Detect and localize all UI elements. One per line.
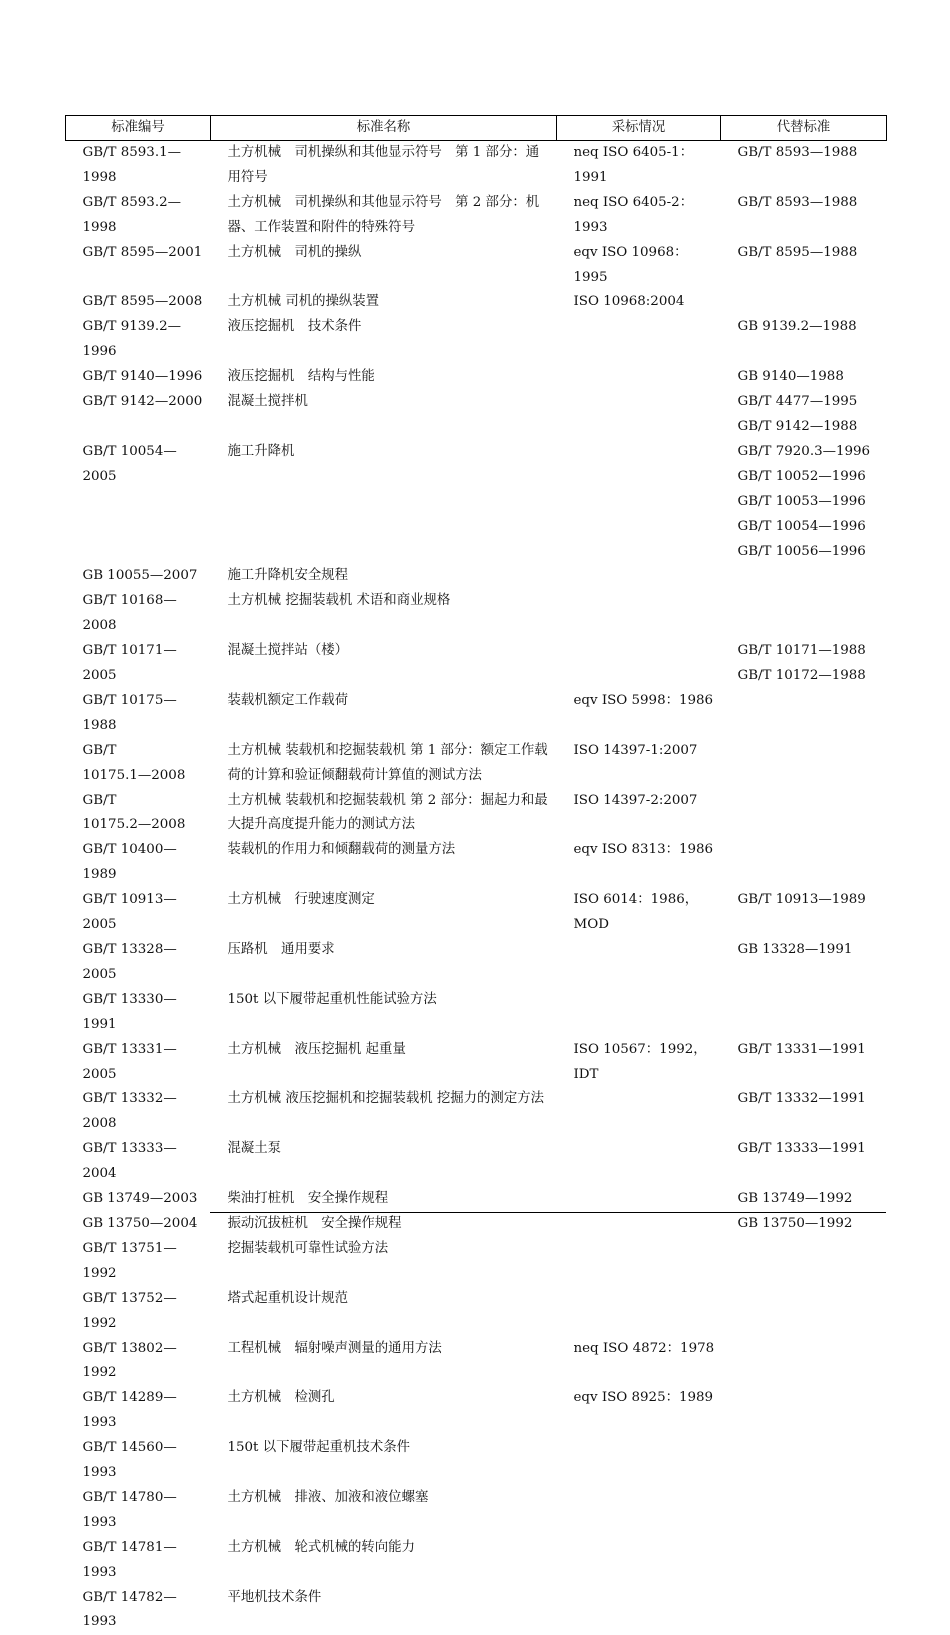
table-row — [66, 739, 887, 789]
replaced-standard-code: GB/T 10053—1996 — [738, 490, 887, 515]
replaced-standard-code: GB/T 13332—1991 — [738, 1087, 887, 1112]
table-row — [66, 141, 887, 191]
header-adoption: 采标情况 — [557, 116, 721, 141]
adoption-status — [557, 1436, 721, 1486]
table-row — [66, 589, 887, 639]
standard-code: GB/T 14560—1993 — [66, 1436, 211, 1486]
standard-code-prefix: GB/T — [83, 789, 211, 814]
replaced-standard-code: GB/T 10056—1996 — [738, 540, 887, 565]
table-row — [66, 988, 887, 1038]
adoption-status: eqv ISO 8925：1989 — [557, 1386, 721, 1436]
replaced-standards — [721, 689, 887, 739]
replaced-standards — [721, 888, 887, 938]
replaced-standards — [721, 1038, 887, 1088]
table-row — [66, 1038, 887, 1088]
table-row — [66, 1237, 887, 1287]
replaced-standards — [721, 1137, 887, 1187]
standard-name: 土方机械 装载机和挖掘装载机 第 2 部分：掘起力和最大提升高度提升能力的测试方法 — [211, 789, 557, 839]
replaced-standards — [721, 789, 887, 839]
adoption-status — [557, 1536, 721, 1586]
replaced-standard-code: GB 9139.2—1988 — [738, 315, 887, 340]
standard-name: 混凝土搅拌站（楼） — [211, 639, 557, 689]
replaced-standards — [721, 1586, 887, 1635]
replaced-standard-code: GB/T 13331—1991 — [738, 1038, 887, 1063]
adoption-status: eqv ISO 8313：1986 — [557, 838, 721, 888]
standard-code: GB/T 14781—1993 — [66, 1536, 211, 1586]
replaced-standards — [721, 365, 887, 390]
replaced-standard-code: GB 9140—1988 — [738, 365, 887, 390]
replaced-standards — [721, 390, 887, 440]
standard-name: 150t 以下履带起重机性能试验方法 — [211, 988, 557, 1038]
table-row — [66, 1436, 887, 1486]
replaced-standards — [721, 1287, 887, 1337]
replaced-standard-code: GB/T 9142—1988 — [738, 415, 887, 440]
replaced-standards — [721, 1087, 887, 1137]
standard-code: GB/T 10175—1988 — [66, 689, 211, 739]
standard-name: 土方机械 挖掘装载机 术语和商业规格 — [211, 589, 557, 639]
adoption-status — [557, 639, 721, 689]
replaced-standards — [721, 564, 887, 589]
standard-name: 混凝土搅拌机 — [211, 390, 557, 440]
standard-code: GB/T 10400—1989 — [66, 838, 211, 888]
table-bottom-rule — [210, 1212, 886, 1213]
standard-name: 平地机技术条件 — [211, 1586, 557, 1635]
standard-code: GB/T 13330—1991 — [66, 988, 211, 1038]
table-row — [66, 290, 887, 315]
replaced-standards — [721, 1536, 887, 1586]
table-row — [66, 639, 887, 689]
adoption-status: eqv ISO 10968：1995 — [557, 241, 721, 291]
adoption-status — [557, 1137, 721, 1187]
adoption-status — [557, 315, 721, 365]
standard-name: 150t 以下履带起重机技术条件 — [211, 1436, 557, 1486]
standard-code: GB/T 8593.1—1998 — [66, 141, 211, 191]
standard-code-number: 10175.2—2008 — [83, 813, 211, 838]
standard-code: GB 13750—2004 — [66, 1212, 211, 1237]
replaced-standards — [721, 1212, 887, 1237]
standard-code: GB/T 13328—2005 — [66, 938, 211, 988]
standard-code: GB/T 13802—1992 — [66, 1337, 211, 1387]
standard-code: GB/T 14782—1993 — [66, 1586, 211, 1635]
standard-code: GB/T 14780—1993 — [66, 1486, 211, 1536]
standard-code: GB/T 8595—2008 — [66, 290, 211, 315]
adoption-status: neq ISO 4872：1978 — [557, 1337, 721, 1387]
standard-code: GB/T 9142—2000 — [66, 390, 211, 440]
table-row — [66, 888, 887, 938]
adoption-status — [557, 988, 721, 1038]
standard-name: 压路机 通用要求 — [211, 938, 557, 988]
adoption-status: eqv ISO 5998：1986 — [557, 689, 721, 739]
table-row — [66, 315, 887, 365]
standard-name: 混凝土泵 — [211, 1137, 557, 1187]
standard-name: 土方机械 司机操纵和其他显示符号 第 2 部分：机器、工作装置和附件的特殊符号 — [211, 191, 557, 241]
standard-code: GB 13749—2003 — [66, 1187, 211, 1212]
standard-code: GB/T 13751—1992 — [66, 1237, 211, 1287]
adoption-status — [557, 1212, 721, 1237]
adoption-status: ISO 14397-2:2007 — [557, 789, 721, 839]
replaced-standards — [721, 589, 887, 639]
adoption-status — [557, 440, 721, 565]
standard-name: 振动沉拔桩机 安全操作规程 — [211, 1212, 557, 1237]
table-row — [66, 1486, 887, 1536]
adoption-status: ISO 10567：1992，IDT — [557, 1038, 721, 1088]
adoption-status — [557, 564, 721, 589]
table-row — [66, 1137, 887, 1187]
table-row — [66, 838, 887, 888]
replaced-standard-code: GB/T 10054—1996 — [738, 515, 887, 540]
adoption-status — [557, 1287, 721, 1337]
replaced-standards — [721, 290, 887, 315]
standard-name: 土方机械 行驶速度测定 — [211, 888, 557, 938]
standard-code: GB/T 14289—1993 — [66, 1386, 211, 1436]
table-row — [66, 1386, 887, 1436]
replaced-standard-code: GB 13750—1992 — [738, 1212, 887, 1237]
table-row — [66, 191, 887, 241]
adoption-status: ISO 14397-1:2007 — [557, 739, 721, 789]
adoption-status — [557, 1586, 721, 1635]
replaced-standards — [721, 1187, 887, 1212]
replaced-standard-code: GB/T 10913—1989 — [738, 888, 887, 913]
replaced-standards — [721, 739, 887, 789]
table-row — [66, 1586, 887, 1635]
replaced-standard-code: GB 13328—1991 — [738, 938, 887, 963]
replaced-standards — [721, 191, 887, 241]
standard-code-number: 10175.1—2008 — [83, 764, 211, 789]
header-name: 标准名称 — [211, 116, 557, 141]
standard-code — [66, 739, 211, 789]
replaced-standard-code: GB/T 7920.3—1996 — [738, 440, 887, 465]
standard-name: 工程机械 辐射噪声测量的通用方法 — [211, 1337, 557, 1387]
standard-name: 土方机械 液压挖掘机和挖掘装载机 挖掘力的测定方法 — [211, 1087, 557, 1137]
adoption-status: neq ISO 6405-2：1993 — [557, 191, 721, 241]
table-row — [66, 390, 887, 440]
replaced-standards — [721, 1436, 887, 1486]
standard-code-prefix: GB/T — [83, 739, 211, 764]
replaced-standards — [721, 1237, 887, 1287]
standard-name: 土方机械 轮式机械的转向能力 — [211, 1536, 557, 1586]
standards-table — [65, 115, 887, 1635]
standard-name: 施工升降机 — [211, 440, 557, 565]
standard-name: 装载机额定工作载荷 — [211, 689, 557, 739]
adoption-status — [557, 1087, 721, 1137]
adoption-status — [557, 365, 721, 390]
standard-name: 液压挖掘机 结构与性能 — [211, 365, 557, 390]
replaced-standard-code: GB/T 10171—1988 — [738, 639, 887, 664]
replaced-standard-code: GB/T 13333—1991 — [738, 1137, 887, 1162]
standard-name: 土方机械 司机的操纵装置 — [211, 290, 557, 315]
replaced-standard-code: GB/T 10052—1996 — [738, 465, 887, 490]
standard-name: 施工升降机安全规程 — [211, 564, 557, 589]
standard-code: GB/T 9140—1996 — [66, 365, 211, 390]
replaced-standard-code: GB 13749—1992 — [738, 1187, 887, 1212]
replaced-standard-code: GB/T 8593—1988 — [738, 141, 887, 166]
table-row — [66, 789, 887, 839]
standard-name: 液压挖掘机 技术条件 — [211, 315, 557, 365]
table-body — [66, 141, 887, 1635]
table-row — [66, 1287, 887, 1337]
replaced-standard-code: GB/T 8593—1988 — [738, 191, 887, 216]
standard-name: 装载机的作用力和倾翻载荷的测量方法 — [211, 838, 557, 888]
adoption-status — [557, 938, 721, 988]
standard-code: GB/T 13332—2008 — [66, 1087, 211, 1137]
standard-code: GB/T 8593.2—1998 — [66, 191, 211, 241]
table-row — [66, 1212, 887, 1237]
standard-name: 塔式起重机设计规范 — [211, 1287, 557, 1337]
standard-code: GB/T 9139.2—1996 — [66, 315, 211, 365]
table-row — [66, 564, 887, 589]
adoption-status: ISO 6014：1986，MOD — [557, 888, 721, 938]
replaced-standard-code: GB/T 8595—1988 — [738, 241, 887, 266]
table-row — [66, 689, 887, 739]
standard-name: 土方机械 司机操纵和其他显示符号 第 1 部分：通用符号 — [211, 141, 557, 191]
standard-name: 土方机械 液压挖掘机 起重量 — [211, 1038, 557, 1088]
table-row — [66, 365, 887, 390]
standard-code: GB 10055—2007 — [66, 564, 211, 589]
replaced-standard-code: GB/T 4477—1995 — [738, 390, 887, 415]
replaced-standards — [721, 838, 887, 888]
standard-name: 土方机械 装载机和挖掘装载机 第 1 部分：额定工作载荷的计算和验证倾翻载荷计算值的测试方法 — [211, 739, 557, 789]
adoption-status — [557, 1187, 721, 1212]
table-row — [66, 440, 887, 565]
header-replaces: 代替标准 — [721, 116, 887, 141]
table-row — [66, 1187, 887, 1212]
standard-code: GB/T 10171—2005 — [66, 639, 211, 689]
adoption-status — [557, 1237, 721, 1287]
header-code: 标准编号 — [66, 116, 211, 141]
table-row — [66, 938, 887, 988]
standard-name: 土方机械 司机的操纵 — [211, 241, 557, 291]
adoption-status — [557, 390, 721, 440]
adoption-status: neq ISO 6405-1：1991 — [557, 141, 721, 191]
standard-code: GB/T 13331—2005 — [66, 1038, 211, 1088]
standard-code: GB/T 13752—1992 — [66, 1287, 211, 1337]
standard-code — [66, 789, 211, 839]
replaced-standards — [721, 639, 887, 689]
standard-code: GB/T 10054—2005 — [66, 440, 211, 565]
replaced-standards — [721, 1386, 887, 1436]
table-row — [66, 1536, 887, 1586]
adoption-status — [557, 1486, 721, 1536]
standard-code: GB/T 13333—2004 — [66, 1137, 211, 1187]
table-row — [66, 241, 887, 291]
replaced-standards — [721, 315, 887, 365]
replaced-standards — [721, 1486, 887, 1536]
standard-code: GB/T 10913—2005 — [66, 888, 211, 938]
table-header-row — [66, 116, 887, 141]
adoption-status — [557, 589, 721, 639]
replaced-standards — [721, 440, 887, 565]
standard-name: 土方机械 排液、加液和液位螺塞 — [211, 1486, 557, 1536]
adoption-status: ISO 10968:2004 — [557, 290, 721, 315]
standard-code: GB/T 10168—2008 — [66, 589, 211, 639]
table-row — [66, 1087, 887, 1137]
standard-name: 柴油打桩机 安全操作规程 — [211, 1187, 557, 1212]
replaced-standard-code: GB/T 10172—1988 — [738, 664, 887, 689]
replaced-standards — [721, 241, 887, 291]
replaced-standards — [721, 988, 887, 1038]
replaced-standards — [721, 938, 887, 988]
standard-name: 土方机械 检测孔 — [211, 1386, 557, 1436]
standard-name: 挖掘装载机可靠性试验方法 — [211, 1237, 557, 1287]
standard-code: GB/T 8595—2001 — [66, 241, 211, 291]
replaced-standards — [721, 141, 887, 191]
